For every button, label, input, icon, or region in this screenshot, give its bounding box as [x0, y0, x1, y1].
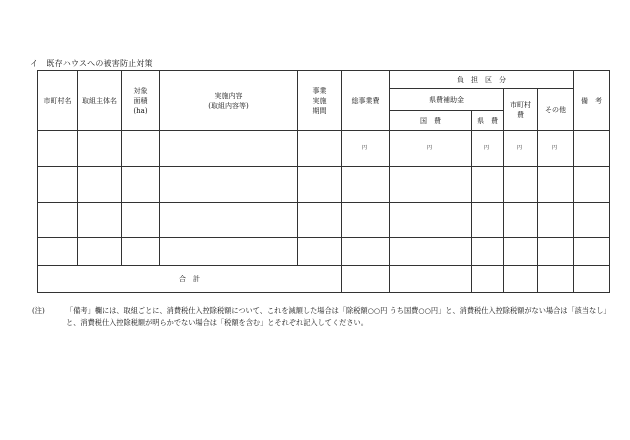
cell-remarks[interactable]: [574, 238, 610, 266]
cell-municipal[interactable]: [504, 203, 538, 238]
table-row: [38, 167, 610, 203]
cell-total-cost[interactable]: [342, 203, 390, 238]
cell-period[interactable]: [298, 238, 342, 266]
header-entity: 取組主体名: [78, 71, 122, 131]
cell-national[interactable]: [390, 238, 472, 266]
header-other: その他: [538, 89, 574, 131]
total-municipal[interactable]: [504, 266, 538, 293]
cell-municipality[interactable]: [38, 203, 78, 238]
cell-remarks[interactable]: [574, 203, 610, 238]
cell-entity[interactable]: [78, 167, 122, 203]
cell-prefectural[interactable]: [472, 167, 504, 203]
header-total-cost: 総事業費: [342, 71, 390, 131]
cell-national[interactable]: [390, 203, 472, 238]
header-municipal: 市町村 費: [504, 89, 538, 131]
cell-other[interactable]: [538, 203, 574, 238]
cell-content[interactable]: [160, 131, 298, 167]
cell-national[interactable]: [390, 167, 472, 203]
cell-municipality[interactable]: [38, 131, 78, 167]
cell-total-cost[interactable]: [342, 167, 390, 203]
cell-entity[interactable]: [78, 238, 122, 266]
cell-area[interactable]: [122, 131, 160, 167]
cell-national[interactable]: 円: [390, 131, 472, 167]
header-content: 実施内容 (取組内容等): [160, 71, 298, 131]
total-cost[interactable]: [342, 266, 390, 293]
table-row: [38, 203, 610, 238]
subsidy-table: [37, 70, 610, 293]
header-pref-subsidy: 県費補助金: [390, 89, 504, 111]
header-municipality: 市町村名: [38, 71, 78, 131]
cell-entity[interactable]: [78, 203, 122, 238]
total-label: 合 計: [38, 266, 342, 293]
cell-area[interactable]: [122, 238, 160, 266]
cell-content[interactable]: [160, 238, 298, 266]
cell-period[interactable]: [298, 167, 342, 203]
header-burden: 負 担 区 分: [390, 71, 574, 89]
cell-content[interactable]: [160, 167, 298, 203]
cell-other[interactable]: [538, 238, 574, 266]
cell-municipality[interactable]: [38, 167, 78, 203]
footnote: [32, 305, 610, 329]
cell-period[interactable]: [298, 203, 342, 238]
header-remarks: 備 考: [574, 71, 610, 131]
cell-municipality[interactable]: [38, 238, 78, 266]
cell-entity[interactable]: [78, 131, 122, 167]
cell-municipal[interactable]: [504, 238, 538, 266]
cell-area[interactable]: [122, 203, 160, 238]
total-other[interactable]: [538, 266, 574, 293]
cell-prefectural[interactable]: 円: [472, 131, 504, 167]
header-period: 事業 実施 期間: [298, 71, 342, 131]
footnote-text: 「備考」欄には、取組ごとに、消費税仕入控除税額について、これを減額した場合は「除税額○○円 うち国費○○円」と、消費税仕入控除税額がない場合は「該当なし」と、消費税仕入控除税額が明らかでない場合は「税額を含む」とそれぞれ記入してください。: [66, 306, 607, 327]
cell-remarks[interactable]: [574, 131, 610, 167]
total-prefectural[interactable]: [472, 266, 504, 293]
cell-prefectural[interactable]: [472, 203, 504, 238]
header-national: 国 費: [390, 111, 472, 131]
cell-area[interactable]: [122, 167, 160, 203]
total-remarks[interactable]: [574, 266, 610, 293]
cell-period[interactable]: [298, 131, 342, 167]
section-title: イ 既存ハウスへの被害防止対策: [30, 59, 153, 68]
cell-remarks[interactable]: [574, 167, 610, 203]
cell-total-cost[interactable]: 円: [342, 131, 390, 167]
cell-content[interactable]: [160, 203, 298, 238]
total-national[interactable]: [390, 266, 472, 293]
cell-municipal[interactable]: 円: [504, 131, 538, 167]
footnote-marker: (注): [32, 306, 45, 315]
table-row: [38, 238, 610, 266]
cell-other[interactable]: [538, 167, 574, 203]
header-prefectural: 県 費: [472, 111, 504, 131]
cell-prefectural[interactable]: [472, 238, 504, 266]
cell-municipal[interactable]: [504, 167, 538, 203]
cell-other[interactable]: 円: [538, 131, 574, 167]
table-row: [38, 131, 610, 167]
total-row: [38, 266, 610, 293]
cell-total-cost[interactable]: [342, 238, 390, 266]
header-area: 対象 面積 (ha): [122, 71, 160, 131]
